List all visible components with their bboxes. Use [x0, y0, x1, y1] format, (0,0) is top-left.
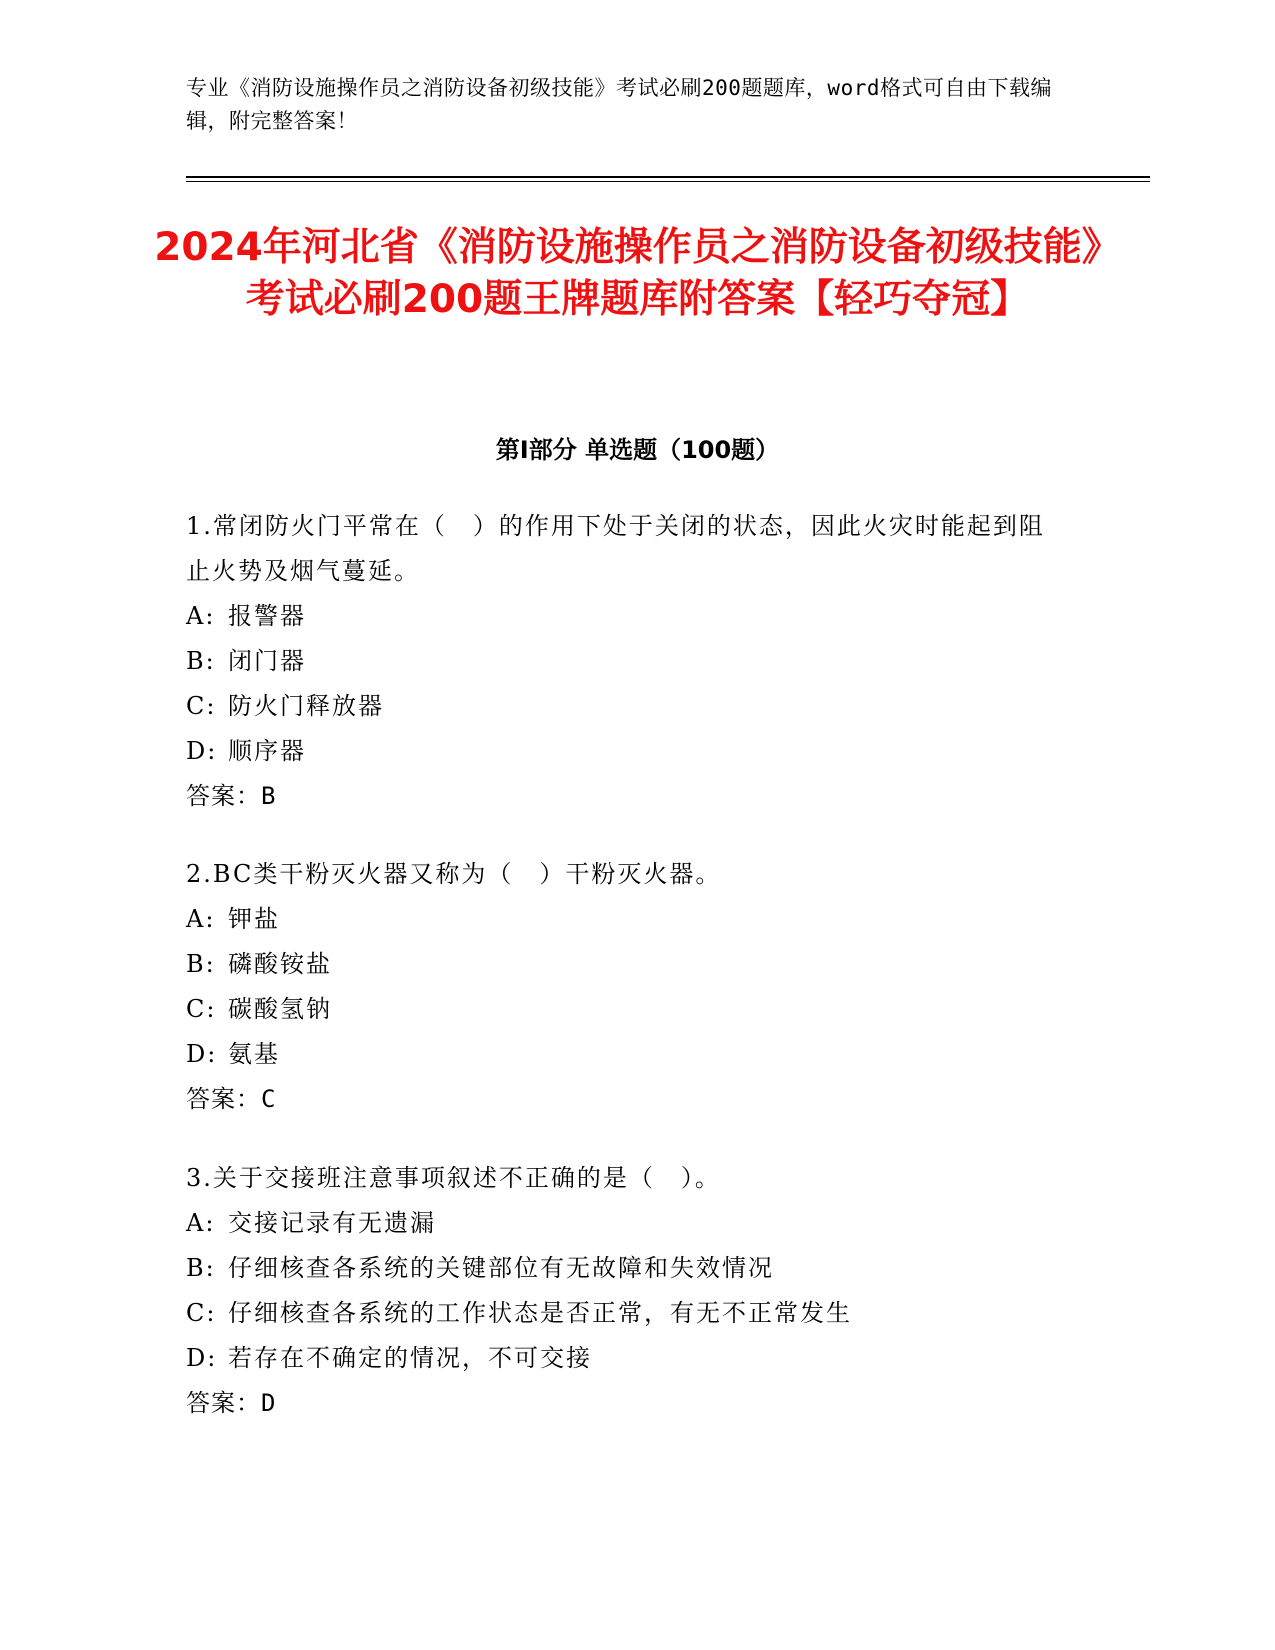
option-letter: D:	[186, 1344, 218, 1372]
option-letter: D:	[186, 1040, 218, 1068]
option-letter: C:	[186, 1299, 217, 1327]
answer-line	[186, 1381, 1066, 1426]
answer-line	[186, 774, 1066, 819]
option-text: 若存在不确定的情况，不可交接	[228, 1344, 592, 1372]
option-c	[186, 1291, 1066, 1336]
option-text: 报警器	[228, 602, 306, 630]
answer-value: D	[261, 1389, 277, 1417]
option-a	[186, 897, 1066, 942]
option-text: 防火门释放器	[228, 692, 384, 720]
question-1	[186, 504, 1066, 819]
header-divider	[186, 176, 1150, 182]
question-2	[186, 852, 1066, 1122]
option-a	[186, 594, 1066, 639]
option-text: 交接记录有无遗漏	[228, 1209, 436, 1237]
answer-line	[186, 1077, 1066, 1122]
answer-label: 答案：	[186, 782, 261, 810]
answer-value: B	[261, 782, 277, 810]
option-b	[186, 1246, 1066, 1291]
option-letter: A:	[186, 602, 216, 630]
option-text: 氨基	[228, 1040, 280, 1068]
option-text: 钾盐	[228, 905, 280, 933]
option-b	[186, 942, 1066, 987]
option-text: 碳酸氢钠	[228, 995, 332, 1023]
option-text: 闭门器	[228, 647, 306, 675]
document-title: 2024年河北省《消防设施操作员之消防设备初级技能》考试必刷200题王牌题库附答案【轻巧夺冠】	[154, 225, 1121, 322]
option-text: 仔细核查各系统的关键部位有无故障和失效情况	[228, 1254, 774, 1282]
option-text: 顺序器	[228, 737, 306, 765]
option-letter: C:	[186, 692, 217, 720]
answer-value: C	[261, 1085, 277, 1113]
option-d	[186, 1032, 1066, 1077]
option-letter: A:	[186, 905, 216, 933]
option-a	[186, 1201, 1066, 1246]
option-c	[186, 987, 1066, 1032]
option-letter: D:	[186, 737, 218, 765]
question-stem: 2.BC类干粉灭火器又称为（ ）干粉灭火器。	[186, 860, 722, 888]
option-text: 仔细核查各系统的工作状态是否正常，有无不正常发生	[228, 1299, 852, 1327]
option-letter: A:	[186, 1209, 216, 1237]
option-letter: C:	[186, 995, 217, 1023]
answer-label: 答案：	[186, 1389, 261, 1417]
option-b	[186, 639, 1066, 684]
option-text: 磷酸铵盐	[228, 950, 332, 978]
answer-label: 答案：	[186, 1085, 261, 1113]
option-d	[186, 1336, 1066, 1381]
option-d	[186, 729, 1066, 774]
option-letter: B:	[186, 1254, 216, 1282]
section-title: 第I部分 单选题（100题）	[495, 436, 780, 464]
option-letter: B:	[186, 647, 216, 675]
option-c	[186, 684, 1066, 729]
header-note: 专业《消防设施操作员之消防设备初级技能》考试必刷200题题库，word格式可自由下载编辑，附完整答案！	[186, 76, 1052, 133]
option-letter: B:	[186, 950, 216, 978]
question-stem: 3.关于交接班注意事项叙述不正确的是（ ）。	[186, 1164, 721, 1192]
question-stem: 1.常闭防火门平常在（ ）的作用下处于关闭的状态，因此火灾时能起到阻止火势及烟气蔓延。	[186, 512, 1045, 585]
question-3	[186, 1156, 1066, 1426]
